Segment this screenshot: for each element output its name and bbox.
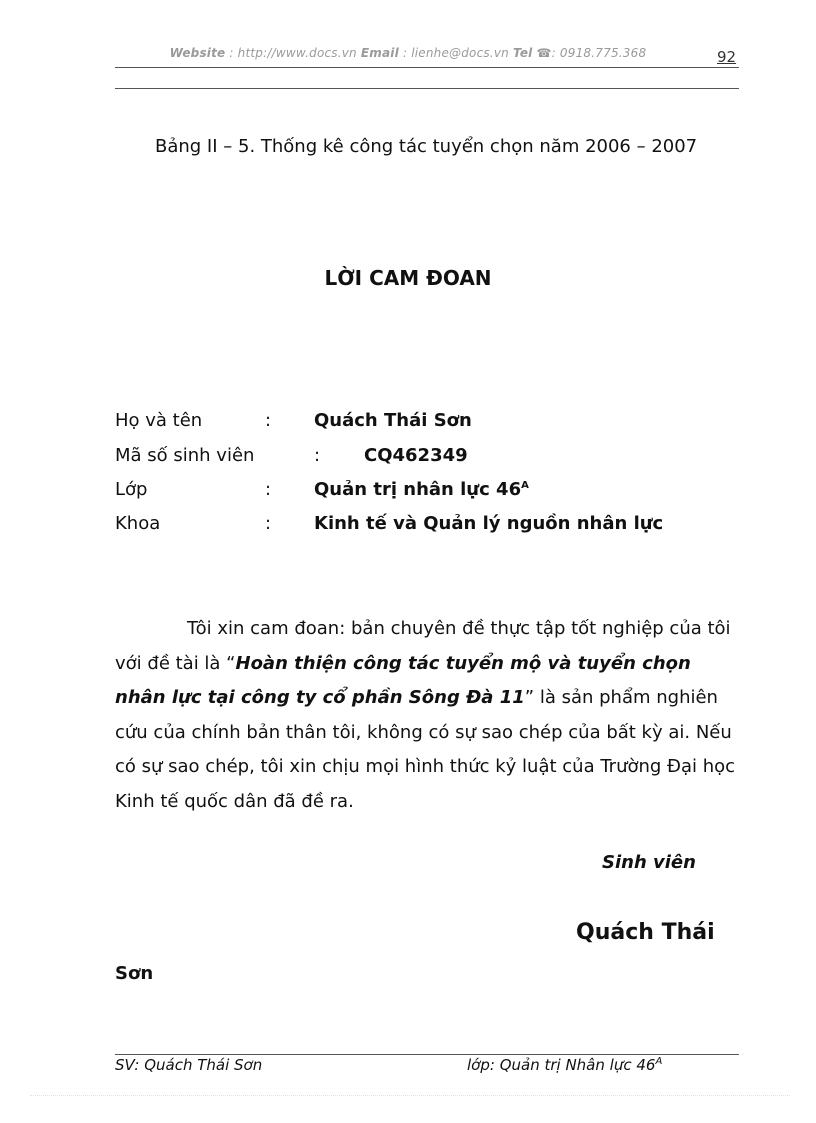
footer-class-superscript: A	[655, 1056, 663, 1067]
signature-name: Quách Thái	[576, 920, 715, 945]
class-superscript: A	[521, 480, 529, 491]
info-colon: :	[265, 410, 272, 431]
email-label: Email	[360, 46, 399, 60]
declaration-paragraph	[115, 612, 739, 820]
phone-icon: ☎	[536, 46, 552, 60]
signature-label: Sinh viên	[602, 852, 696, 873]
info-label: Khoa	[115, 513, 161, 534]
info-value: Quách Thái Sơn	[314, 410, 472, 431]
footer-rule	[115, 1054, 739, 1055]
header-rule-lower	[115, 88, 739, 89]
info-colon: :	[314, 445, 321, 466]
declaration-text-end: ” là sản phẩm nghiên cứu của chính bản thân tôi, không có sự sao chép của bất kỳ ai. Nếu có sự sao chép, tôi xin chịu mọi hình thức kỷ luật của Trường Đại học Kinh tế quốc dân đã đề ra.	[115, 687, 736, 812]
email-value: : lienhe@docs.vn	[402, 46, 509, 60]
info-value	[314, 479, 529, 500]
footer-class	[467, 1056, 662, 1074]
declaration-text-start: Tôi xin cam đoan: bản chuyên đề thực tập tốt nghiệp của tôi với đề tài là “	[115, 618, 731, 674]
header-rule	[115, 67, 739, 68]
info-label: Mã số sinh viên	[115, 445, 255, 466]
info-colon: :	[265, 513, 272, 534]
info-label: Họ và tên	[115, 410, 203, 431]
table-caption: Bảng II – 5. Thống kê công tác tuyển chọn năm 2006 – 2007	[155, 136, 698, 157]
tel-value: : 0918.775.368	[551, 46, 647, 60]
info-label: Lớp	[115, 479, 148, 500]
page-bottom-divider	[30, 1095, 790, 1096]
info-colon: :	[265, 479, 272, 500]
footer-student: SV: Quách Thái Sơn	[115, 1056, 263, 1074]
thesis-title: Hoàn thiện công tác tuyển mộ và tuyển chọn nhân lực tại công ty cổ phần Sông Đà 11	[115, 652, 691, 709]
footer-class-text: lớp: Quản trị Nhân lực 46	[467, 1056, 656, 1074]
info-value: CQ462349	[364, 445, 468, 466]
website-label: Website	[169, 46, 226, 60]
page-number: 92	[717, 48, 737, 66]
signature-name-continued: Sơn	[115, 963, 154, 984]
page-header	[0, 46, 816, 60]
class-name: Quản trị nhân lực 46	[314, 479, 522, 500]
website-value: : http://www.docs.vn	[229, 46, 357, 60]
page-title: LỜI CAM ĐOAN	[324, 266, 492, 290]
tel-label: Tel	[513, 46, 533, 60]
info-value: Kinh tế và Quản lý nguồn nhân lực	[314, 513, 664, 534]
